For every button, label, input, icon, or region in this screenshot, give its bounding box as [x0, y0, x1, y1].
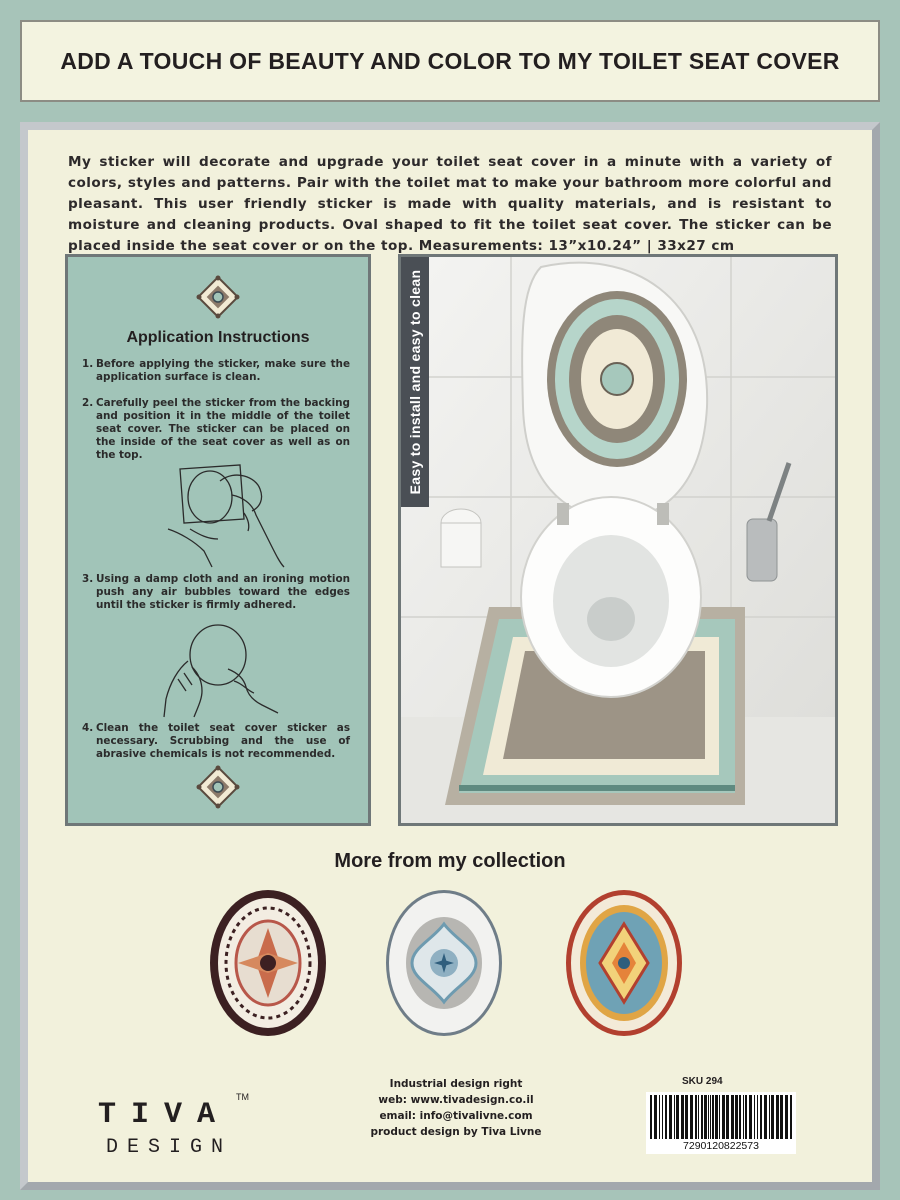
- barcode-bars: [648, 1095, 794, 1139]
- brand-name: TIVA: [98, 1098, 231, 1132]
- brand-subtitle: DESIGN: [106, 1136, 233, 1159]
- barcode-bar: [690, 1095, 693, 1139]
- barcode-bar: [731, 1095, 734, 1139]
- photo-banner-text: Easy to install and easy to clean: [407, 269, 423, 495]
- barcode-bar: [676, 1095, 679, 1139]
- barcode-bar: [704, 1095, 707, 1139]
- barcode-bar: [685, 1095, 688, 1139]
- step-number: 4.: [82, 722, 94, 734]
- barcode-bar: [776, 1095, 779, 1139]
- barcode-bar: [698, 1095, 699, 1139]
- barcode-bar: [650, 1095, 652, 1139]
- instruction-step-3: [82, 573, 350, 612]
- step-number: 2.: [82, 397, 94, 409]
- barcode: [646, 1092, 796, 1154]
- collection-item-2-icon[interactable]: [384, 888, 504, 1038]
- product-photo: [398, 254, 838, 826]
- instructions-title: Application Instructions: [126, 329, 310, 346]
- credits-line: Industrial design right: [389, 1078, 523, 1090]
- barcode-bar: [662, 1095, 663, 1139]
- barcode-bar: [743, 1095, 744, 1139]
- barcode-bar: [654, 1095, 657, 1139]
- instructions-card: [65, 254, 371, 826]
- page-title: ADD A TOUCH OF BEAUTY AND COLOR TO MY TOILET SEAT COVER: [60, 47, 840, 74]
- toilet-photo-illustration: [401, 257, 835, 823]
- header-banner: [20, 20, 880, 102]
- barcode-bar: [785, 1095, 788, 1139]
- barcode-bar: [754, 1095, 755, 1139]
- barcode-bar: [715, 1095, 718, 1139]
- step-number: 1.: [82, 358, 94, 370]
- step-number: 3.: [82, 573, 94, 585]
- barcode-bar: [695, 1095, 697, 1139]
- barcode-bar: [735, 1095, 738, 1139]
- barcode-bar: [749, 1095, 752, 1139]
- barcode-bar: [760, 1095, 762, 1139]
- brand-trademark: TM: [236, 1092, 249, 1102]
- credits-email: email: info@tivalivne.com: [379, 1110, 533, 1122]
- intro-text: My sticker will decorate and upgrade your toilet seat cover in a minute with a variety of colors, styles and patterns. Pair with the toilet mat to make your bathroom more colorful and pleasant. This user friendly sticker is made with quality materials, and is resistant to moisture and cleaning products. Oval shaped to fit the toilet seat cover. The sticker can be placed inside the seat cover or on the top. Measurements: 13”x10.24” | 33x27 cm: [68, 154, 832, 254]
- barcode-bar: [665, 1095, 667, 1139]
- barcode-bar: [722, 1095, 725, 1139]
- barcode-bar: [710, 1095, 711, 1139]
- barcode-bar: [669, 1095, 672, 1139]
- barcode-bar: [701, 1095, 703, 1139]
- barcode-bar: [712, 1095, 714, 1139]
- instruction-step-1: [82, 358, 350, 384]
- barcode-bar: [780, 1095, 783, 1139]
- tile-ornament-icon: [194, 763, 242, 811]
- barcode-bar: [745, 1095, 747, 1139]
- barcode-bar: [771, 1095, 774, 1139]
- barcode-bar: [674, 1095, 675, 1139]
- barcode-bar: [757, 1095, 758, 1139]
- credits-block: [356, 1076, 556, 1140]
- barcode-bar: [739, 1095, 741, 1139]
- barcode-bar: [708, 1095, 709, 1139]
- credits-line: product design by Tiva Livne: [370, 1126, 542, 1138]
- barcode-bar: [764, 1095, 767, 1139]
- barcode-bar: [790, 1095, 792, 1139]
- step-text: Before applying the sticker, make sure the application surface is clean.: [96, 358, 350, 383]
- collection-item-3-icon[interactable]: [564, 888, 684, 1038]
- main-panel: [20, 122, 880, 1190]
- tile-ornament-icon: [194, 273, 242, 321]
- collection-item-1-icon[interactable]: [208, 888, 328, 1038]
- smoothing-illustration: [158, 621, 288, 719]
- collection-title: More from my collection: [334, 850, 566, 872]
- instruction-step-2: [82, 397, 350, 462]
- photo-banner: [401, 257, 429, 507]
- sku-label: SKU 294: [682, 1076, 723, 1087]
- barcode-bar: [659, 1095, 660, 1139]
- peel-sticker-illustration: [160, 459, 290, 569]
- step-text: Using a damp cloth and an ironing motion push any air bubbles toward the edges until the sticker is firmly adhered.: [96, 573, 350, 611]
- step-text: Clean the toilet seat cover sticker as necessary. Scrubbing and the use of abrasive chemicals is not recommended.: [96, 722, 350, 760]
- credits-web: web: www.tivadesign.co.il: [378, 1094, 534, 1106]
- barcode-bar: [681, 1095, 684, 1139]
- instruction-step-4: [82, 722, 350, 761]
- step-text: Carefully peel the sticker from the backing and position it in the middle of the toilet seat cover. The sticker can be placed on the inside of the seat cover as well as on the top.: [96, 397, 350, 461]
- barcode-bar: [726, 1095, 729, 1139]
- barcode-bar: [719, 1095, 720, 1139]
- barcode-number: 7290120822573: [683, 1140, 759, 1152]
- barcode-bar: [769, 1095, 770, 1139]
